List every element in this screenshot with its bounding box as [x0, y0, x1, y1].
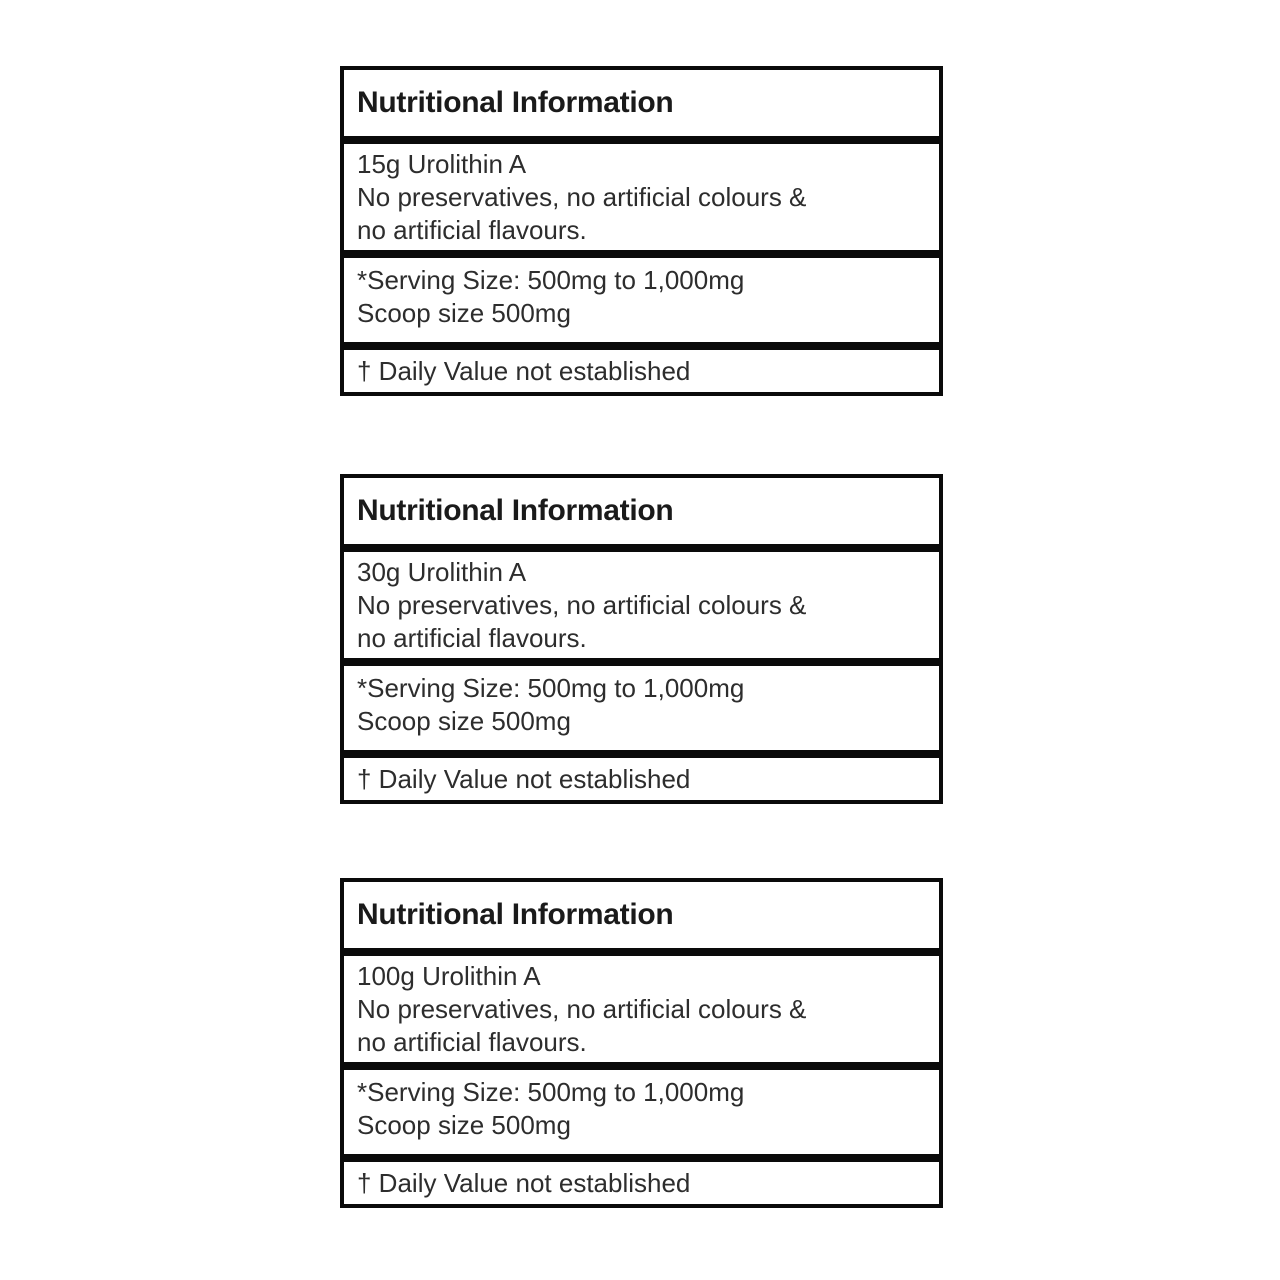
nutrition-table-15g	[340, 66, 943, 396]
ingredients-section	[340, 548, 943, 662]
daily-value-footnote: † Daily Value not established	[357, 763, 691, 794]
footnote-section	[340, 1158, 943, 1208]
ingredient-amount: 100g Urolithin A	[357, 961, 541, 991]
serving-size-line: *Serving Size: 500mg to 1,000mg	[357, 1077, 745, 1107]
scoop-size-line: Scoop size 500mg	[357, 298, 571, 328]
ingredient-amount: 15g Urolithin A	[357, 149, 527, 179]
serving-size-line: *Serving Size: 500mg to 1,000mg	[357, 265, 745, 295]
footnote-section	[340, 754, 943, 804]
ingredients-section	[340, 952, 943, 1066]
serving-section	[340, 1066, 943, 1158]
serving-size-line: *Serving Size: 500mg to 1,000mg	[357, 673, 745, 703]
nutrition-table-title: Nutritional Information	[357, 494, 674, 527]
daily-value-footnote: † Daily Value not established	[357, 355, 691, 386]
nutrition-table-title: Nutritional Information	[357, 86, 674, 119]
nutrition-table-title: Nutritional Information	[357, 898, 674, 931]
nutrition-table-header	[340, 878, 943, 952]
ingredient-description-line-1: No preservatives, no artificial colours &	[357, 590, 807, 620]
scoop-size-line: Scoop size 500mg	[357, 706, 571, 736]
serving-section	[340, 254, 943, 346]
serving-section	[340, 662, 943, 754]
ingredient-description-line-1: No preservatives, no artificial colours &	[357, 994, 807, 1024]
ingredient-description-line-1: No preservatives, no artificial colours &	[357, 182, 807, 212]
ingredient-description-line-2: no artificial flavours.	[357, 623, 587, 653]
nutrition-table-header	[340, 66, 943, 140]
ingredient-amount: 30g Urolithin A	[357, 557, 527, 587]
footnote-section	[340, 346, 943, 396]
scoop-size-line: Scoop size 500mg	[357, 1110, 571, 1140]
ingredients-section	[340, 140, 943, 254]
nutrition-table-30g	[340, 474, 943, 804]
ingredient-description-line-2: no artificial flavours.	[357, 1027, 587, 1057]
daily-value-footnote: † Daily Value not established	[357, 1167, 691, 1198]
nutrition-table-100g	[340, 878, 943, 1208]
ingredient-description-line-2: no artificial flavours.	[357, 215, 587, 245]
nutrition-table-header	[340, 474, 943, 548]
